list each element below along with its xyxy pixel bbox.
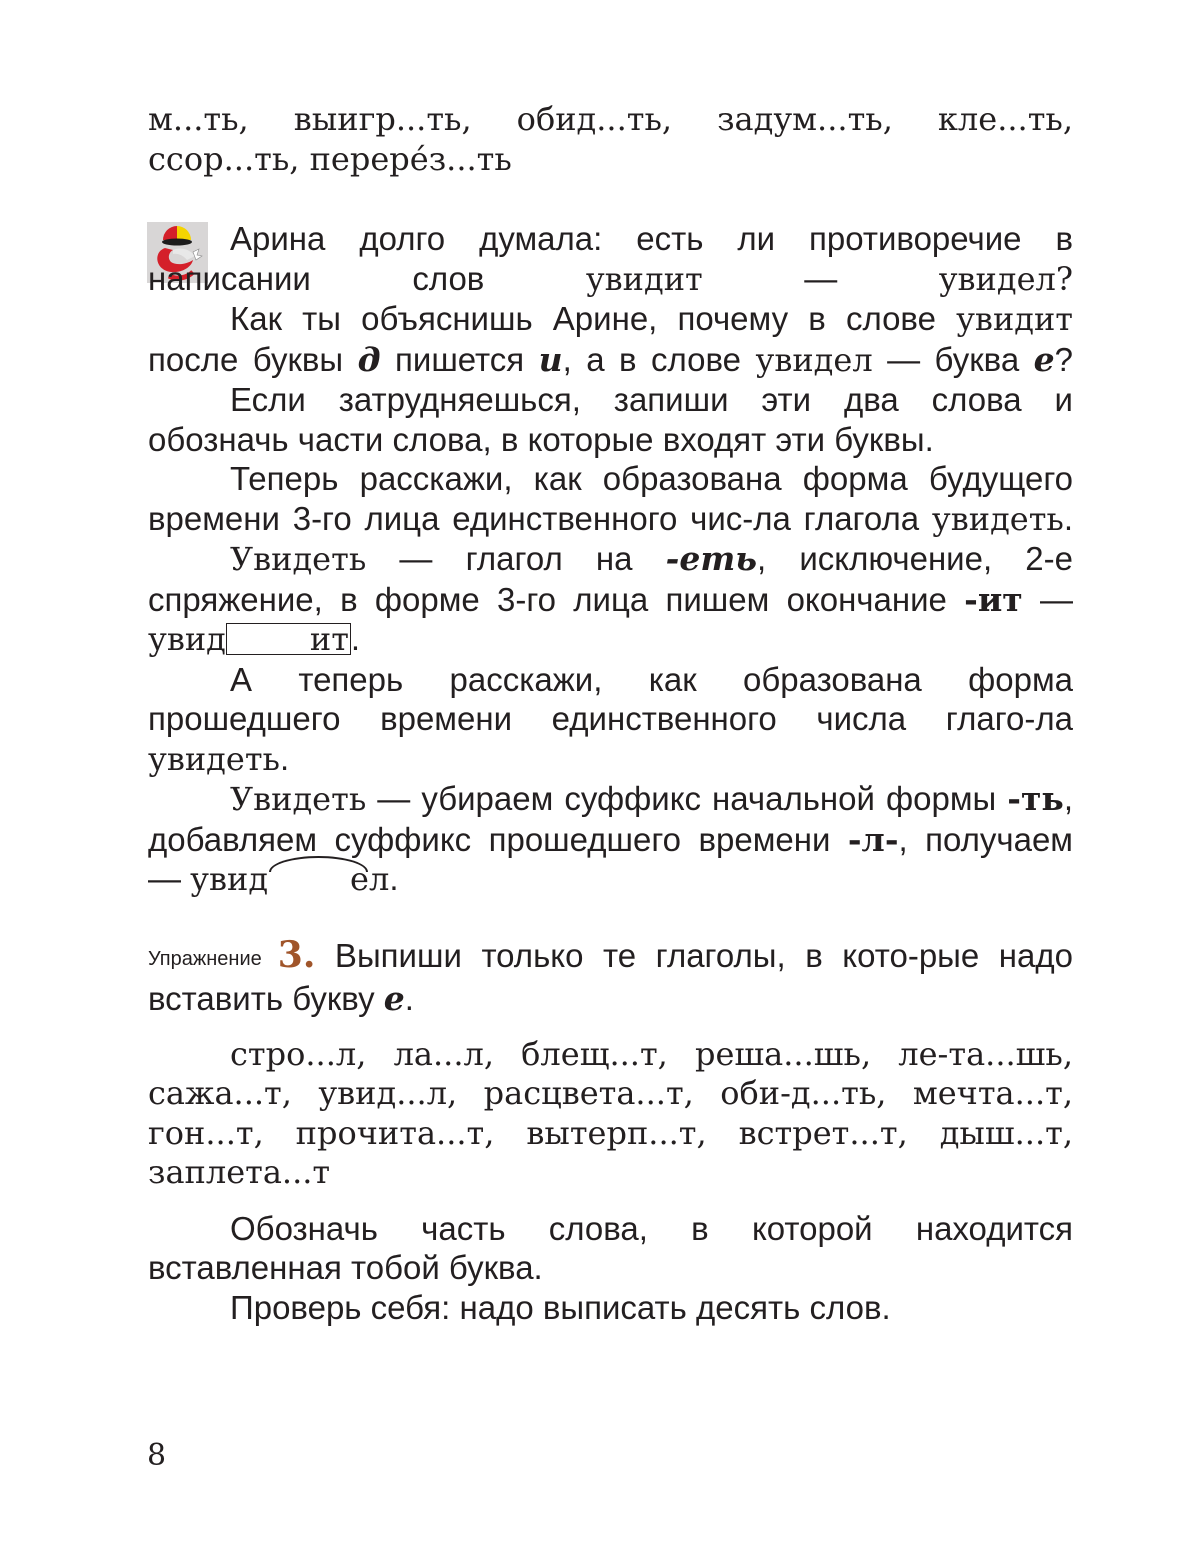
p2-text-e: — буква	[872, 340, 1034, 378]
p7-end: л	[368, 860, 390, 898]
p7-period: .	[389, 860, 399, 897]
p2-letter-d: д	[357, 339, 381, 379]
p2-letter-e: е	[1033, 339, 1055, 379]
p7-text-b: , добавляем суффикс прошедшего времени	[148, 780, 1073, 858]
p7-text-a: — убираем суффикс начальной формы	[366, 780, 1008, 817]
p5-stem: увид	[148, 620, 226, 658]
p4-text: Теперь расскажи, как образована форма будущего времени 3-го лица единственного чис-ла глагола	[148, 460, 1073, 537]
p5-text-b: , исключение, 2-е спряжение, в форме 3-го лица пишем окончание	[148, 540, 1073, 618]
p5-word-uvidet: Увидеть	[230, 540, 367, 578]
exercise-heading	[148, 933, 1073, 1019]
arina-question: ?	[1055, 259, 1073, 298]
p5-ending-it: -ит	[964, 579, 1023, 619]
p7-text-c: , получаем —	[148, 820, 1073, 897]
p2-word-uvidit: увидит	[956, 300, 1073, 338]
p2-text-c: пишется	[380, 340, 539, 378]
paragraph-mark-part: Обозначь часть слова, в которой находится вставленная тобой буква.	[148, 1209, 1073, 1286]
p2-text-d: , а в слове	[562, 340, 756, 378]
p5-text-a: — глагол на	[366, 540, 666, 577]
p2-text-a: Как ты объяснишь Арине, почему в слове	[230, 300, 957, 337]
p6-period: .	[279, 739, 290, 777]
paragraph-conjugation	[148, 539, 1073, 660]
p4-period: .	[1063, 499, 1073, 537]
arina-dash: —	[702, 259, 939, 297]
p2-text-b: после буквы	[148, 340, 358, 378]
top-words-line1: м...ть, выигр...ть, обид...ть, задум...ть, кле...ть,	[148, 100, 1073, 138]
p5-period: .	[350, 620, 361, 657]
paragraph-future-tense	[148, 459, 1073, 539]
p5-text-c: —	[1022, 580, 1074, 618]
p7-word-uvidet: Увидеть	[230, 780, 367, 818]
word-uvidel: увидел	[938, 259, 1056, 298]
exercise-letter: е	[383, 979, 405, 1018]
p4-word-uvidet: увидеть	[931, 499, 1064, 538]
p7-stem: увид	[190, 860, 269, 898]
word-uvidit: увидит	[585, 259, 703, 298]
paragraph-past-tense	[148, 660, 1073, 780]
p2-word-uvidel: увидел	[755, 340, 873, 379]
p2-text-f: ?	[1054, 340, 1073, 378]
exercise-text: Выпиши только те глаголы, в кото-рые надо вставить букву	[148, 936, 1073, 1017]
exercise-word-list: стро...л, ла...л, блещ...т, реша...шь, ле-та...шь, сажа...т, увид...л, расцвета...т, оби-д...ть, мечта...т, гон...т, прочита...т, вытерп...т, встрет...т, дыш...т, заплета...т	[148, 1034, 1073, 1191]
p6-word-uvidet: увидеть	[148, 739, 280, 778]
arina-intro: Арина долго думала: есть ли противоречие в написании слов	[148, 220, 1073, 297]
page-number: 8	[147, 1438, 167, 1473]
p2-letter-i: и	[538, 339, 563, 379]
suffix-arc: е	[268, 860, 369, 900]
top-words-line2: ссор...ть, перере́з...ть	[148, 139, 512, 178]
paragraph-if-difficult: Если затрудняешься, запиши эти два слова и обозначь части слова, в которые входят эти буквы.	[148, 381, 1073, 458]
exercise-period: .	[404, 980, 414, 1017]
p6-text: А теперь расскажи, как образована форма прошедшего времени единственного числа глаго-ла	[148, 660, 1073, 737]
paragraph-explain	[148, 299, 1073, 380]
ending-box: ит	[226, 623, 351, 655]
paragraph-check: Проверь себя: надо выписать десять слов.	[230, 1288, 891, 1326]
p5-suffix-et: -еть	[665, 539, 758, 578]
exercise-number: 3.	[277, 933, 316, 976]
page-content	[148, 100, 1073, 1327]
paragraph-suffix	[148, 779, 1073, 900]
exercise-label: Упражнение	[148, 947, 262, 970]
arina-paragraph	[148, 219, 1073, 299]
p7-suffix-t: -ть	[1007, 779, 1064, 818]
p7-suffix-l: -л-	[847, 819, 899, 859]
